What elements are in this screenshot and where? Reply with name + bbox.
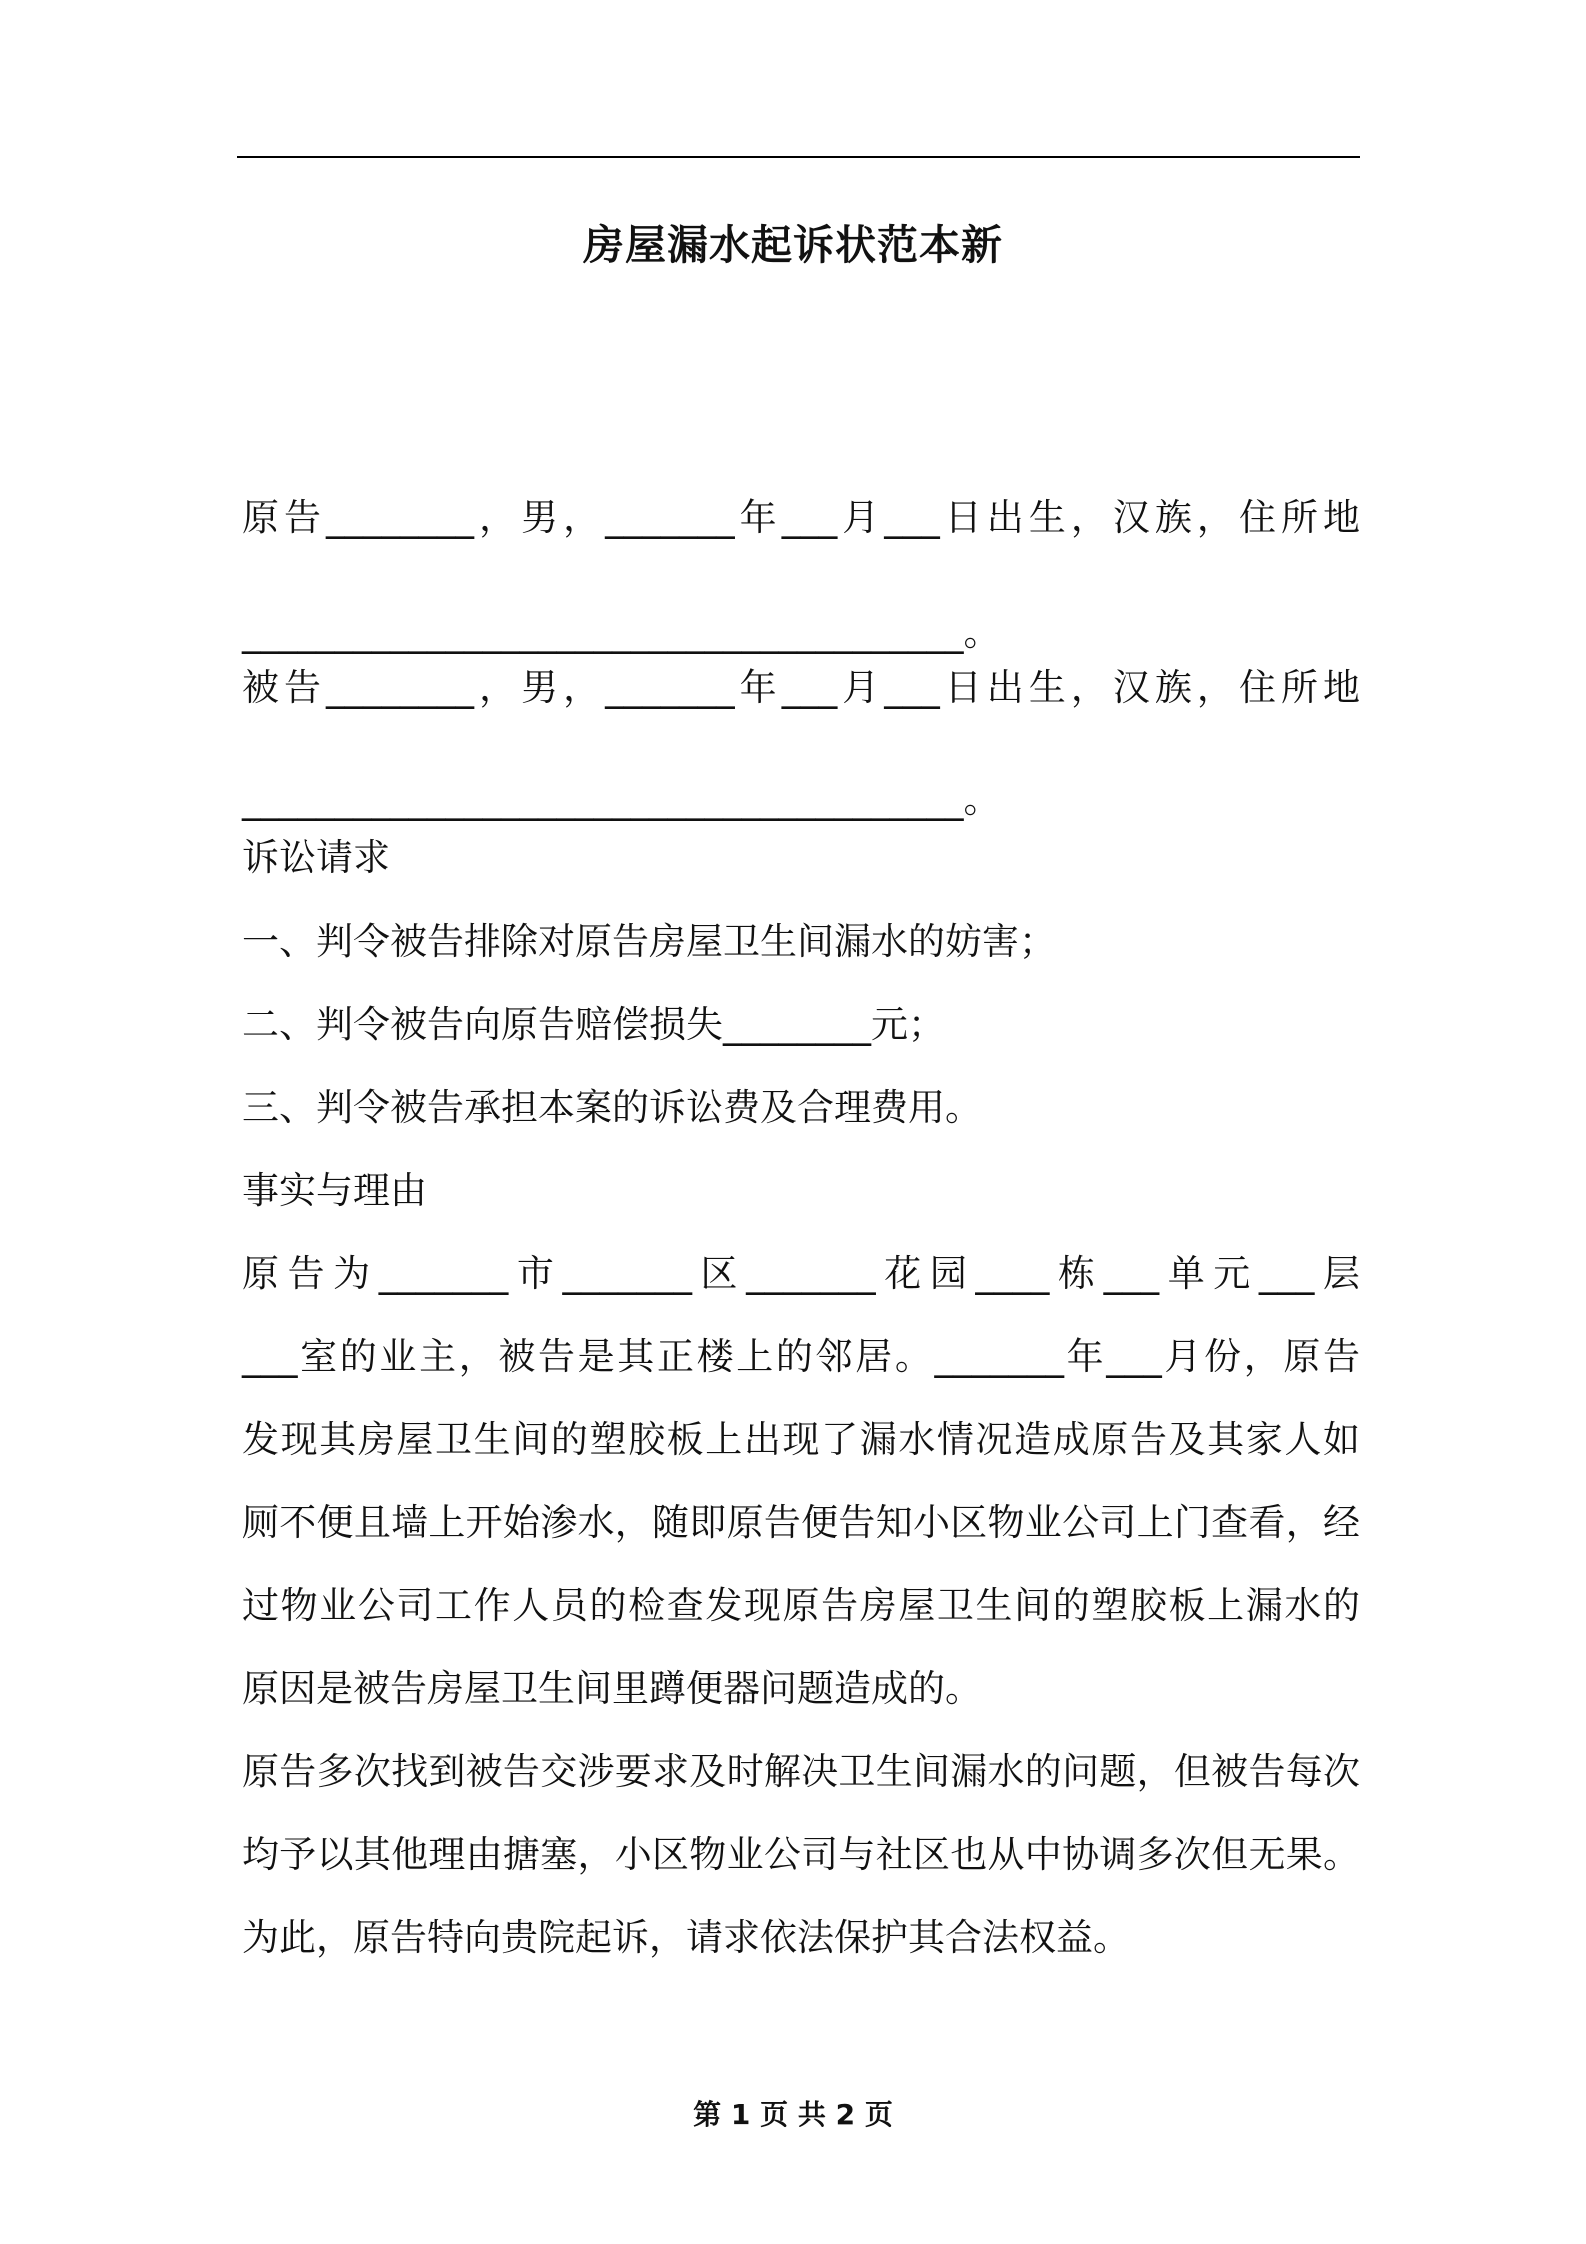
facts-heading-row <box>242 1163 1360 1219</box>
claims-heading: 诉讼请求 <box>242 836 390 879</box>
facts-line-6-row <box>242 1661 1360 1717</box>
facts-line-6: 原因是被告房屋卫生间里蹲便器问题造成的。 <box>242 1667 982 1710</box>
defendant-address-row <box>242 772 1360 828</box>
claims-heading-row <box>242 830 1360 886</box>
facts-line-2: ___室的业主，被告是其正楼上的邻居。_______年___月份，原告 <box>242 1335 1360 1378</box>
defendant-row <box>242 660 1360 716</box>
claim-item-2: 二、判令被告向原告赔偿损失________元； <box>242 1003 945 1046</box>
facts-line-1-row <box>242 1246 1360 1302</box>
facts-line-8: 均予以其他理由搪塞，小区物业公司与社区也从中协调多次但无果。 <box>242 1833 1360 1876</box>
claim-2-row <box>242 997 1360 1053</box>
facts-line-3-row <box>242 1412 1360 1468</box>
facts-line-9: 为此，原告特向贵院起诉，请求依法保护其合法权益。 <box>242 1916 1130 1959</box>
defendant-address-text: _______________________________________。 <box>242 778 1001 821</box>
facts-line-5: 过物业公司工作人员的检查发现原告房屋卫生间的塑胶板上漏水的 <box>242 1584 1360 1627</box>
claim-item-3: 三、判令被告承担本案的诉讼费及合理费用。 <box>242 1086 982 1129</box>
facts-line-2-row <box>242 1329 1360 1385</box>
facts-line-9-row <box>242 1910 1360 1966</box>
document-body <box>242 490 1360 546</box>
facts-line-3: 发现其房屋卫生间的塑胶板上出现了漏水情况造成原告及其家人如 <box>242 1418 1360 1461</box>
claim-1-row <box>242 914 1360 970</box>
claim-item-1: 一、判令被告排除对原告房屋卫生间漏水的妨害； <box>242 920 1056 963</box>
header-rule <box>237 156 1360 158</box>
plaintiff-address-text: _______________________________________。 <box>242 611 1001 654</box>
facts-line-4: 厕不便且墙上开始渗水，随即原告便告知小区物业公司上门查看，经 <box>242 1501 1360 1544</box>
page-number: 第 1 页 共 2 页 <box>693 2098 893 2131</box>
facts-heading: 事实与理由 <box>242 1169 427 1212</box>
facts-line-1: 原告为_______市_______区_______花园____栋___单元___层 <box>242 1252 1360 1295</box>
facts-line-7-row <box>242 1744 1360 1800</box>
facts-line-4-row <box>242 1495 1360 1551</box>
plaintiff-address-row <box>242 605 1360 661</box>
document-title: 房屋漏水起诉状范本新 <box>583 221 1003 269</box>
plaintiff-line: 原告________，男，_______年___月___日出生，汉族，住所地 <box>242 496 1360 539</box>
facts-line-7: 原告多次找到被告交涉要求及时解决卫生间漏水的问题，但被告每次 <box>242 1750 1360 1793</box>
facts-line-5-row <box>242 1578 1360 1634</box>
defendant-line: 被告________，男，_______年___月___日出生，汉族，住所地 <box>242 666 1360 709</box>
facts-line-8-row <box>242 1827 1360 1883</box>
claim-3-row <box>242 1080 1360 1136</box>
